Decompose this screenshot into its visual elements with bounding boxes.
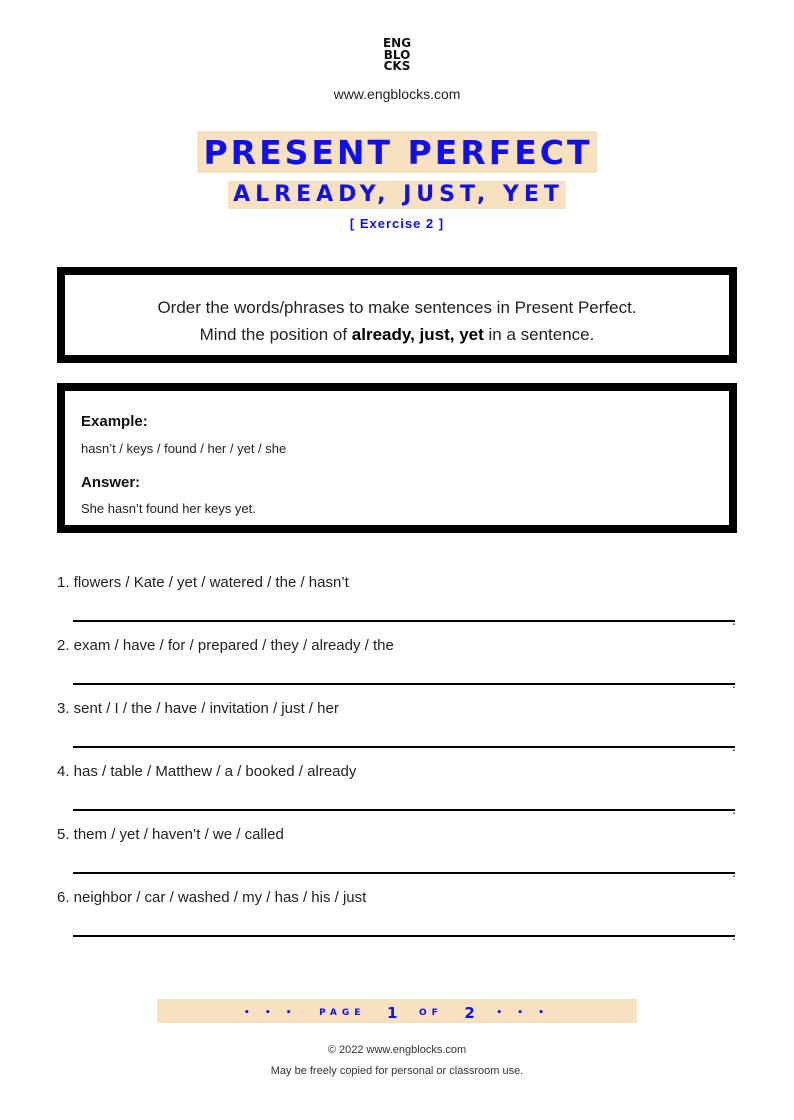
pager-page-word: PAGE [319,1007,366,1018]
instructions-prefix: Mind the position of [199,325,352,344]
line-end: . [732,927,736,943]
answer-label: Answer: [81,474,141,491]
item-prompt: 4. has / table / Matthew / a / booked / already [57,763,357,780]
exercise-item [57,889,747,941]
logo-line: CKS [383,59,411,73]
exercise-item [57,574,747,626]
engblocks-logo [380,38,414,73]
example-text: hasn’t / keys / found / her / yet / she [81,441,287,456]
instructions-suffix: in a sentence. [483,325,595,344]
exercise-item [57,763,747,815]
line-end: . [732,612,736,628]
instructions-line-2 [65,325,729,345]
pager-total: 2 [464,1003,475,1022]
pager-of-word: OF [419,1007,443,1018]
answer-text: She hasn’t found her keys yet. [81,501,256,516]
pager-current: 1 [387,1003,398,1022]
answer-line[interactable] [73,620,735,622]
answer-line[interactable] [73,809,735,811]
answer-line[interactable] [73,872,735,874]
answer-line[interactable] [73,683,735,685]
example-label: Example: [81,413,148,430]
page-title: PRESENT PERFECT [197,131,596,173]
exercise-item [57,826,747,878]
item-prompt: 6. neighbor / car / washed / my / has / his / just [57,889,367,906]
pager-dots-left: • • • [244,1007,298,1018]
line-end: . [732,801,736,817]
pager-dots-right: • • • [496,1007,550,1018]
line-end: . [732,675,736,691]
site-url: www.engblocks.com [333,86,461,102]
item-prompt: 1. flowers / Kate / yet / watered / the / hasn’t [57,574,349,591]
exercise-item [57,700,747,752]
page-subtitle: ALREADY, JUST, YET [228,181,566,209]
answer-line[interactable] [73,746,735,748]
item-prompt: 2. exam / have / for / prepared / they / already / the [57,637,394,654]
logo-line: BLO [383,47,411,62]
instructions-keywords: already, just, yet [351,325,484,344]
page-indicator [157,999,637,1023]
instructions-box [57,267,737,363]
logo-line: ENG [382,36,412,50]
license-note: May be freely copied for personal or classroom use. [270,1065,524,1077]
item-prompt: 5. them / yet / haven’t / we / called [57,826,284,843]
line-end: . [732,864,736,880]
exercise-label: [ Exercise 2 ] [349,216,445,231]
line-end: . [732,738,736,754]
copyright: © 2022 www.engblocks.com [327,1044,467,1056]
example-box [57,383,737,533]
exercise-item [57,637,747,689]
item-prompt: 3. sent / I / the / have / invitation / just / her [57,700,339,717]
instructions-line-1: Order the words/phrases to make sentences in Present Perfect. [157,298,637,317]
answer-line[interactable] [73,935,735,937]
